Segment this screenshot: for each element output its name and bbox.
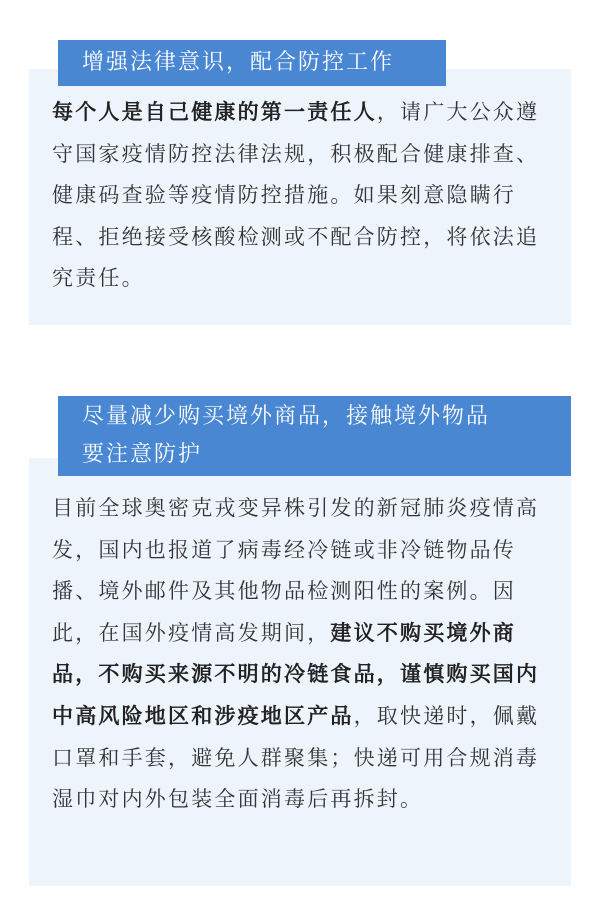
bold-advice: 建议不购买境外商品，不购买来源不明的冷链食品，谨慎购买国内中高风险地区和涉疫地区产品: [52, 620, 540, 728]
heading-line-2: 要注意防护: [82, 442, 203, 467]
body-intro: 目前全球奥密克戎变异株引发的新冠肺炎疫情高发，国内也报道了病毒经冷链或非冷链物品传播、境外邮件及其他物品检测阳性的案例。因此，在国外疫情高发期间，: [52, 496, 540, 645]
heading-text: 增强法律意识，配合防控工作: [82, 50, 395, 75]
section-body-legal: [52, 92, 552, 300]
heading-line-1: 尽量减少购买境外商品，接触境外物品: [82, 404, 491, 429]
body-text: ，请广大公众遵守国家疫情防控法律法规，积极配合健康排查、健康码查验等疫情防控措施。如果刻意隐瞒行程、拒绝接受核酸检测或不配合防控，将依法追究责任。: [52, 100, 540, 291]
body-outro: ，取快递时，佩戴口罩和手套，避免人群聚集；快递可用合规消毒湿巾对内外包装全面消毒后再拆封。: [52, 703, 540, 812]
section-heading-overseas: [58, 396, 571, 476]
bold-lead: 每个人是自己健康的第一责任人: [52, 100, 377, 124]
section-body-overseas: [52, 488, 552, 821]
section-heading-legal: [58, 40, 446, 86]
